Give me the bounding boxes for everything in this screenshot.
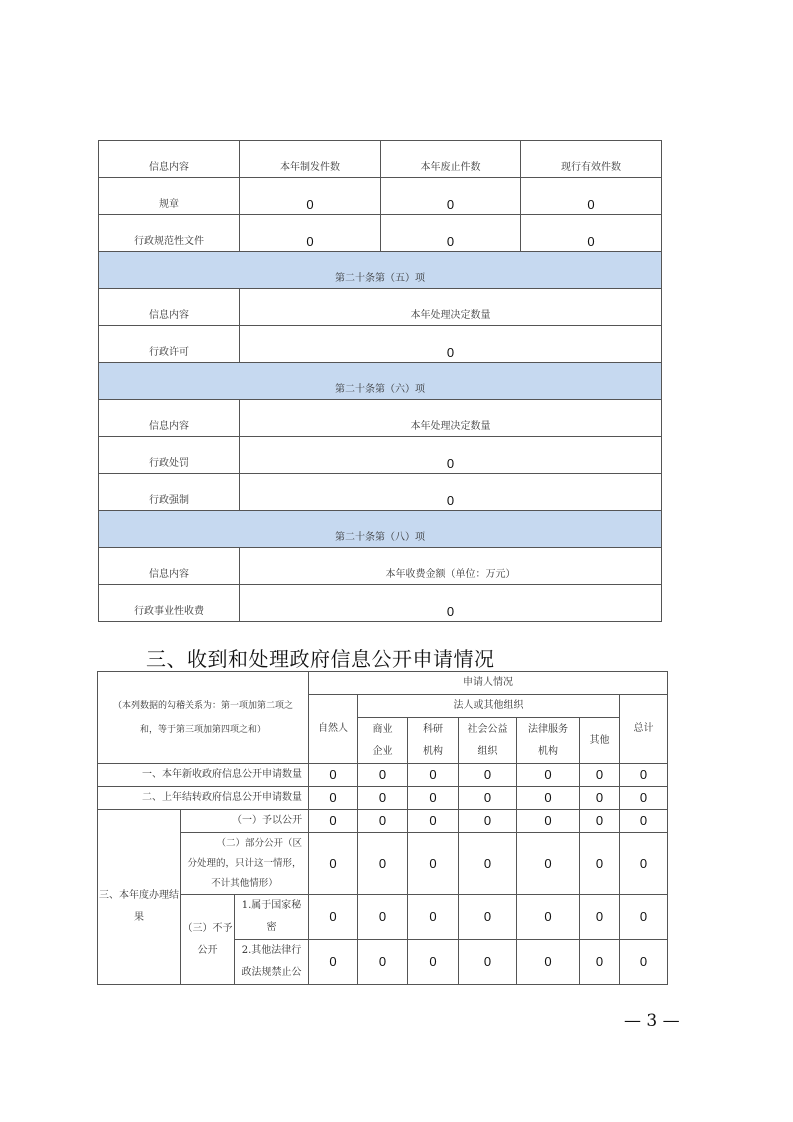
table-header-row	[99, 400, 662, 437]
group-label-line: 果	[134, 912, 144, 923]
section-title: 第二十条第（六）项	[99, 363, 662, 400]
value-cell: 0	[408, 940, 459, 985]
header-cell: 信息内容	[99, 400, 240, 437]
header-cell: 本年处理决定数量	[240, 400, 662, 437]
table-header-row	[98, 672, 668, 695]
value-cell: 0	[309, 895, 358, 940]
table-row	[98, 810, 668, 833]
header-cell: 信息内容	[99, 289, 240, 326]
regulations-table	[98, 140, 662, 622]
value-cell: 0	[580, 833, 620, 895]
row-label	[235, 940, 309, 985]
value-cell: 0	[517, 764, 580, 787]
header-line: 企业	[372, 745, 393, 757]
org-col-header	[459, 718, 517, 764]
table-row	[99, 178, 662, 215]
value-cell: 0	[358, 940, 408, 985]
table-header-row	[99, 548, 662, 585]
value-cell: 0	[620, 810, 668, 833]
table-row	[98, 764, 668, 787]
total-header: 总计	[620, 695, 668, 764]
value-cell: 0	[408, 833, 459, 895]
header-cell: 本年废止件数	[381, 141, 521, 178]
header-cell: 本年制发件数	[240, 141, 381, 178]
label-line: 分处理的，只计这一情形，	[187, 857, 302, 869]
value-cell: 0	[517, 787, 580, 810]
section-heading: 三、收到和处理政府信息公开申请情况	[146, 647, 495, 671]
value-cell: 0	[620, 764, 668, 787]
value-cell: 0	[517, 833, 580, 895]
subgroup-label	[181, 895, 235, 985]
label-line: 2.其他法律行	[241, 945, 302, 956]
row-label: 行政处罚	[99, 437, 240, 474]
header-line: 社会公益	[467, 723, 508, 735]
value-cell: 0	[459, 833, 517, 895]
org-col-header	[358, 718, 408, 764]
row-label: 规章	[99, 178, 240, 215]
row-label: 行政强制	[99, 474, 240, 511]
row-label: 一、本年新收政府信息公开申请数量	[98, 764, 309, 787]
value-cell: 0	[620, 787, 668, 810]
header-cell: 信息内容	[99, 548, 240, 585]
natural-person-header: 自然人	[309, 695, 358, 764]
header-cell: 信息内容	[99, 141, 240, 178]
header-line: 机构	[423, 745, 444, 757]
header-cell: 现行有效件数	[521, 141, 662, 178]
value-cell: 0	[517, 810, 580, 833]
value-cell: 0	[517, 940, 580, 985]
org-col-header: 其他	[580, 718, 620, 764]
value-cell: 0	[240, 474, 662, 511]
note-line: 和，等于第三项加第四项之和）	[140, 724, 267, 735]
value-cell: 0	[620, 833, 668, 895]
row-label	[181, 833, 309, 895]
value-cell: 0	[408, 787, 459, 810]
table-row	[99, 585, 662, 622]
row-label: 行政规范性文件	[99, 215, 240, 252]
value-cell: 0	[309, 940, 358, 985]
header-line: 组织	[477, 745, 498, 757]
subgroup-label-line: （三）不予	[182, 922, 233, 934]
header-line: 机构	[538, 745, 559, 757]
section-band	[99, 252, 662, 289]
value-cell: 0	[620, 895, 668, 940]
value-cell: 0	[358, 764, 408, 787]
page-number: — 3 —	[624, 1011, 680, 1031]
header-line: 商业	[372, 723, 393, 735]
row-label: 行政事业性收费	[99, 585, 240, 622]
value-cell: 0	[240, 178, 381, 215]
header-line: 法律服务	[528, 723, 569, 735]
section-title: 第二十条第（五）项	[99, 252, 662, 289]
application-table	[97, 671, 668, 985]
section-band	[99, 363, 662, 400]
value-cell: 0	[521, 215, 662, 252]
value-cell: 0	[459, 764, 517, 787]
value-cell: 0	[408, 764, 459, 787]
value-cell: 0	[521, 178, 662, 215]
value-cell: 0	[358, 810, 408, 833]
row-label: 行政许可	[99, 326, 240, 363]
label-line: 1.属于国家秘	[241, 900, 302, 911]
row-label: （一）予以公开	[181, 810, 309, 833]
value-cell: 0	[309, 810, 358, 833]
label-line: 不计其他情形）	[211, 877, 278, 889]
value-cell: 0	[240, 585, 662, 622]
value-cell: 0	[358, 787, 408, 810]
table-row	[99, 215, 662, 252]
value-cell: 0	[381, 178, 521, 215]
value-cell: 0	[240, 437, 662, 474]
value-cell: 0	[309, 833, 358, 895]
value-cell: 0	[580, 764, 620, 787]
header-cell: 本年收费金额（单位：万元）	[240, 548, 662, 585]
applicant-header: 申请人情况	[309, 672, 668, 695]
value-cell: 0	[580, 895, 620, 940]
value-cell: 0	[580, 787, 620, 810]
value-cell: 0	[358, 895, 408, 940]
value-cell: 0	[408, 810, 459, 833]
table-header-row	[99, 141, 662, 178]
note-line: （本列数据的勾稽关系为：第一项加第二项之	[113, 700, 294, 711]
org-header: 法人或其他组织	[358, 695, 620, 718]
header-line: 科研	[423, 723, 444, 735]
group-label	[98, 810, 181, 985]
value-cell: 0	[517, 895, 580, 940]
section-band	[99, 511, 662, 548]
org-col-header	[408, 718, 459, 764]
group-label-line: 三、本年度办理结	[99, 890, 179, 901]
value-cell: 0	[408, 895, 459, 940]
value-cell: 0	[358, 833, 408, 895]
table-row	[99, 474, 662, 511]
header-cell: 本年处理决定数量	[240, 289, 662, 326]
value-cell: 0	[309, 787, 358, 810]
value-cell: 0	[309, 764, 358, 787]
value-cell: 0	[580, 810, 620, 833]
table-header-row	[99, 289, 662, 326]
table-row	[98, 895, 668, 940]
label-line: 政法规禁止公	[241, 967, 302, 978]
value-cell: 0	[620, 940, 668, 985]
value-cell: 0	[381, 215, 521, 252]
row-label: 二、上年结转政府信息公开申请数量	[98, 787, 309, 810]
value-cell: 0	[240, 215, 381, 252]
value-cell: 0	[459, 895, 517, 940]
note-cell	[98, 672, 309, 764]
section-title: 第二十条第（八）项	[99, 511, 662, 548]
table-row	[99, 437, 662, 474]
label-line: （二）部分公开（区	[216, 837, 303, 849]
org-col-header	[517, 718, 580, 764]
value-cell: 0	[459, 810, 517, 833]
value-cell: 0	[459, 940, 517, 985]
label-line: 密	[266, 922, 277, 933]
table-row	[98, 787, 668, 810]
table-row	[98, 833, 668, 895]
value-cell: 0	[240, 326, 662, 363]
table-row	[99, 326, 662, 363]
subgroup-label-line: 公开	[197, 944, 218, 956]
row-label	[235, 895, 309, 940]
value-cell: 0	[459, 787, 517, 810]
value-cell: 0	[580, 940, 620, 985]
